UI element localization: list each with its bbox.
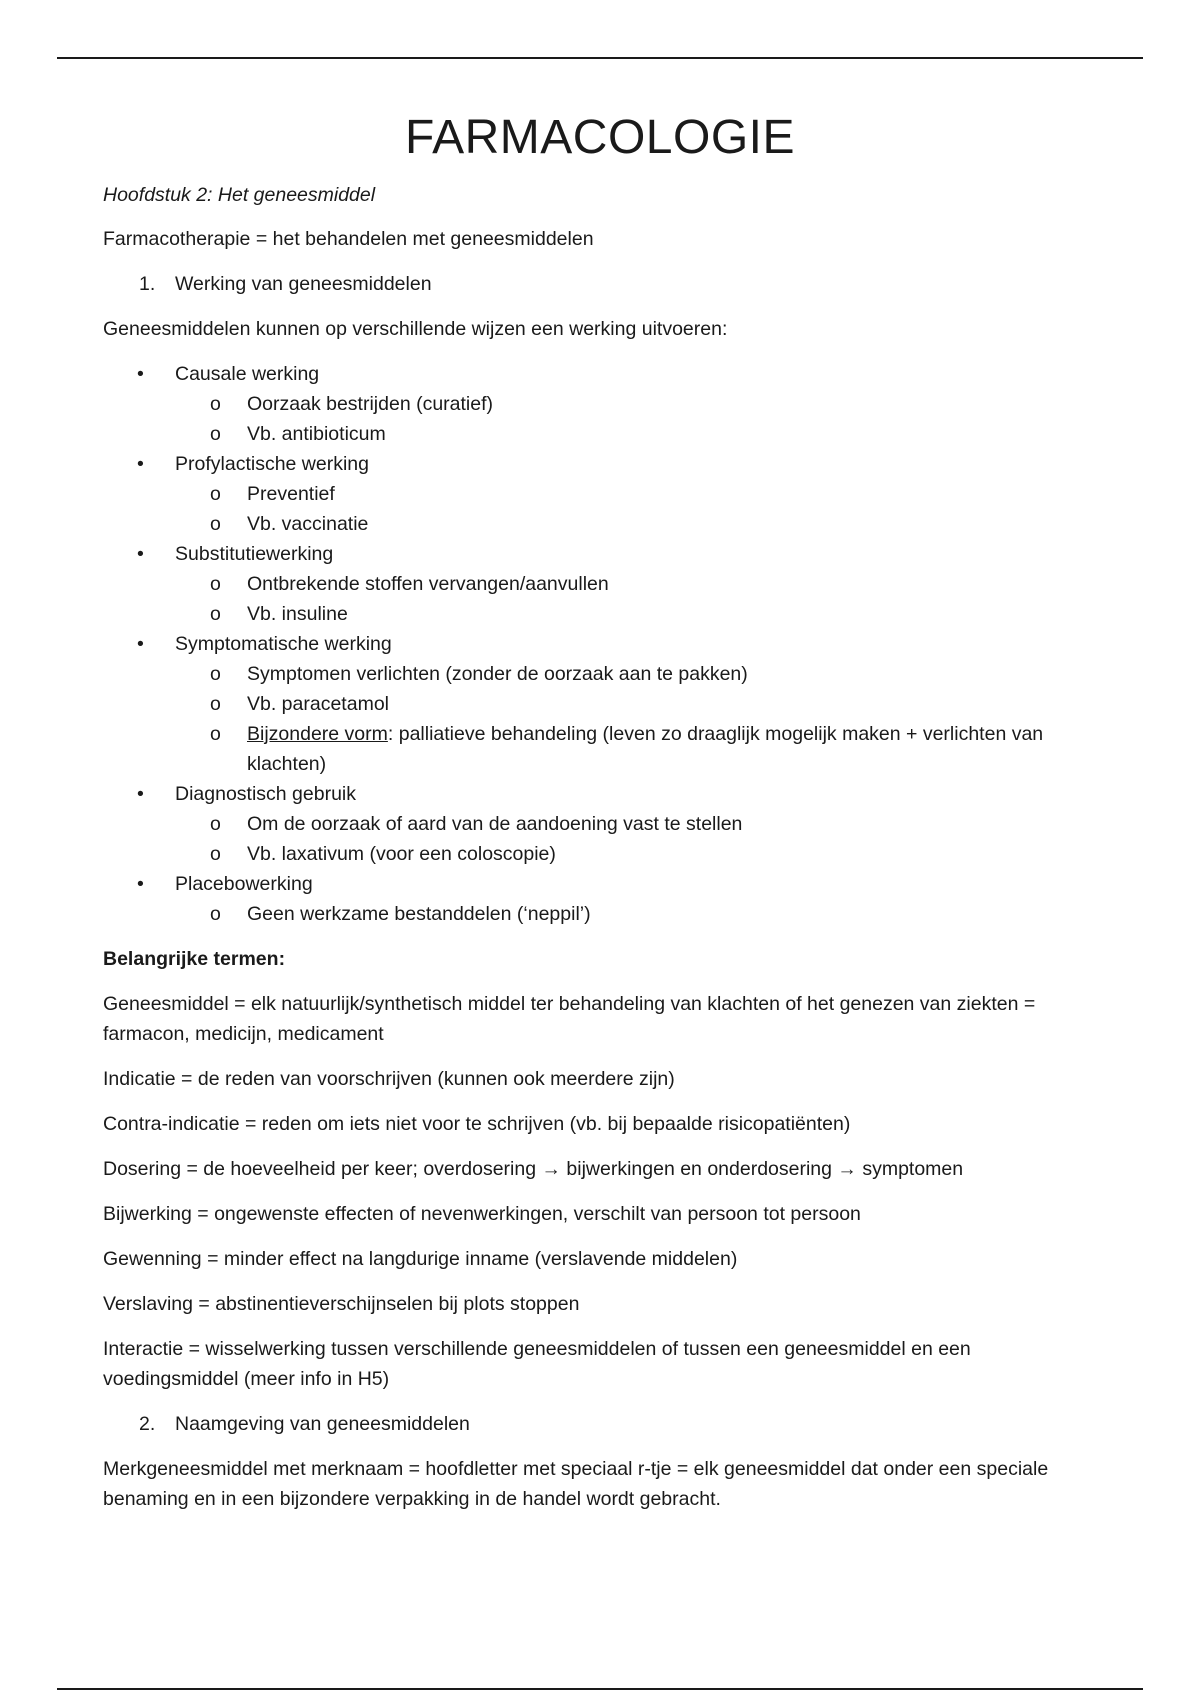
bullet-icon: • bbox=[137, 873, 144, 895]
sub-list-item: o Vb. paracetamol bbox=[175, 689, 1103, 719]
sub-bullet-icon: o bbox=[210, 573, 221, 595]
sub-list bbox=[175, 479, 1103, 539]
sub-list-item: o Vb. antibioticum bbox=[175, 419, 1103, 449]
list-item bbox=[103, 359, 1103, 449]
sub-bullet-icon: o bbox=[210, 843, 221, 865]
section-heading-text: Naamgeving van geneesmiddelen bbox=[175, 1413, 470, 1435]
list-item-label: Placebowerking bbox=[175, 873, 313, 895]
sub-bullet-icon: o bbox=[210, 603, 221, 625]
term-definition: Gewenning = minder effect na langdurige inname (verslavende middelen) bbox=[103, 1248, 738, 1270]
sub-bullet-icon: o bbox=[210, 483, 221, 505]
list-item-label: Profylactische werking bbox=[175, 453, 369, 475]
sub-list-item: o Preventief bbox=[175, 479, 1103, 509]
term-definition: Contra-indicatie = reden om iets niet voor te schrijven (vb. bij bepaalde risicopatiënten) bbox=[103, 1113, 851, 1135]
sub-list-item: o Ontbrekende stoffen vervangen/aanvullen bbox=[175, 569, 1103, 599]
special-form-label: Bijzondere vorm bbox=[247, 723, 388, 745]
sub-list-item: o Om de oorzaak of aard van de aandoening vast te stellen bbox=[175, 809, 1103, 839]
list-item-label: Causale werking bbox=[175, 363, 320, 385]
list-item-label: Diagnostisch gebruik bbox=[175, 783, 357, 805]
sub-bullet-icon: o bbox=[210, 423, 221, 445]
term-definition: Interactie = wisselwerking tussen verschillende geneesmiddelen of tussen een geneesmiddel en een voedingsmiddel (meer info in H5) bbox=[103, 1338, 971, 1390]
term-definition: Geneesmiddel = elk natuurlijk/synthetisch middel ter behandeling van klachten of het genezen van ziekten = farmacon, medicijn, medicament bbox=[103, 993, 1036, 1045]
chapter-subtitle: Hoofdstuk 2: Het geneesmiddel bbox=[103, 184, 376, 206]
bottom-rule bbox=[57, 1688, 1143, 1690]
list-item bbox=[103, 779, 1103, 869]
list-item bbox=[103, 869, 1103, 929]
sub-bullet-icon: o bbox=[210, 813, 221, 835]
term-definition: Verslaving = abstinentieverschijnselen bij plots stoppen bbox=[103, 1293, 580, 1315]
sub-list-item: o Symptomen verlichten (zonder de oorzaak aan te pakken) bbox=[175, 659, 1103, 689]
bullet-icon: • bbox=[137, 633, 144, 655]
terms-heading: Belangrijke termen: bbox=[103, 948, 286, 970]
sub-list bbox=[175, 809, 1103, 869]
list-item bbox=[103, 449, 1103, 539]
naming-paragraph: Merkgeneesmiddel met merknaam = hoofdletter met speciaal r-tje = elk geneesmiddel dat onder een speciale benaming en in een bijzondere verpakking in de handel wordt gebracht. bbox=[103, 1458, 1049, 1510]
section-number: 1. bbox=[139, 273, 156, 295]
list-item bbox=[103, 629, 1103, 779]
sub-list bbox=[175, 899, 1103, 929]
bullet-icon: • bbox=[137, 453, 144, 475]
section-heading-1 bbox=[103, 269, 1103, 299]
sub-bullet-icon: o bbox=[210, 393, 221, 415]
list-item bbox=[103, 539, 1103, 629]
bullet-icon: • bbox=[137, 543, 144, 565]
sub-bullet-icon: o bbox=[210, 723, 221, 745]
sub-list bbox=[175, 569, 1103, 629]
sub-bullet-icon: o bbox=[210, 663, 221, 685]
term-definition: Dosering = de hoeveelheid per keer; overdosering → bijwerkingen en onderdosering → symptomen bbox=[103, 1158, 964, 1180]
top-rule bbox=[57, 57, 1143, 59]
sub-list-item: o Bijzondere vorm: palliatieve behandeling (leven zo draaglijk mogelijk maken + verlichten van klachten) bbox=[175, 719, 1103, 779]
sub-bullet-icon: o bbox=[210, 513, 221, 535]
sub-list-item: o Vb. insuline bbox=[175, 599, 1103, 629]
section-number: 2. bbox=[139, 1413, 156, 1435]
sub-list bbox=[175, 389, 1103, 449]
document-body bbox=[103, 180, 1103, 1529]
sub-list-item: o Oorzaak bestrijden (curatief) bbox=[175, 389, 1103, 419]
sub-list-item: o Vb. vaccinatie bbox=[175, 509, 1103, 539]
sub-bullet-icon: o bbox=[210, 903, 221, 925]
bullet-icon: • bbox=[137, 363, 144, 385]
section-lead: Geneesmiddelen kunnen op verschillende wijzen een werking uitvoeren: bbox=[103, 318, 728, 340]
effects-list bbox=[103, 359, 1103, 929]
section-heading-2 bbox=[103, 1409, 1103, 1439]
sub-list-item: o Vb. laxativum (voor een coloscopie) bbox=[175, 839, 1103, 869]
list-item-label: Symptomatische werking bbox=[175, 633, 392, 655]
list-item-label: Substitutiewerking bbox=[175, 543, 334, 565]
term-definition: Indicatie = de reden van voorschrijven (kunnen ook meerdere zijn) bbox=[103, 1068, 675, 1090]
intro-definition: Farmacotherapie = het behandelen met geneesmiddelen bbox=[103, 228, 594, 250]
sub-list bbox=[175, 659, 1103, 779]
page-title: FARMACOLOGIE bbox=[404, 111, 796, 164]
sub-list-item: o Geen werkzame bestanddelen (‘neppil’) bbox=[175, 899, 1103, 929]
bullet-icon: • bbox=[137, 783, 144, 805]
sub-bullet-icon: o bbox=[210, 693, 221, 715]
term-definition: Bijwerking = ongewenste effecten of nevenwerkingen, verschilt van persoon tot persoon bbox=[103, 1203, 861, 1225]
section-heading-text: Werking van geneesmiddelen bbox=[175, 273, 432, 295]
